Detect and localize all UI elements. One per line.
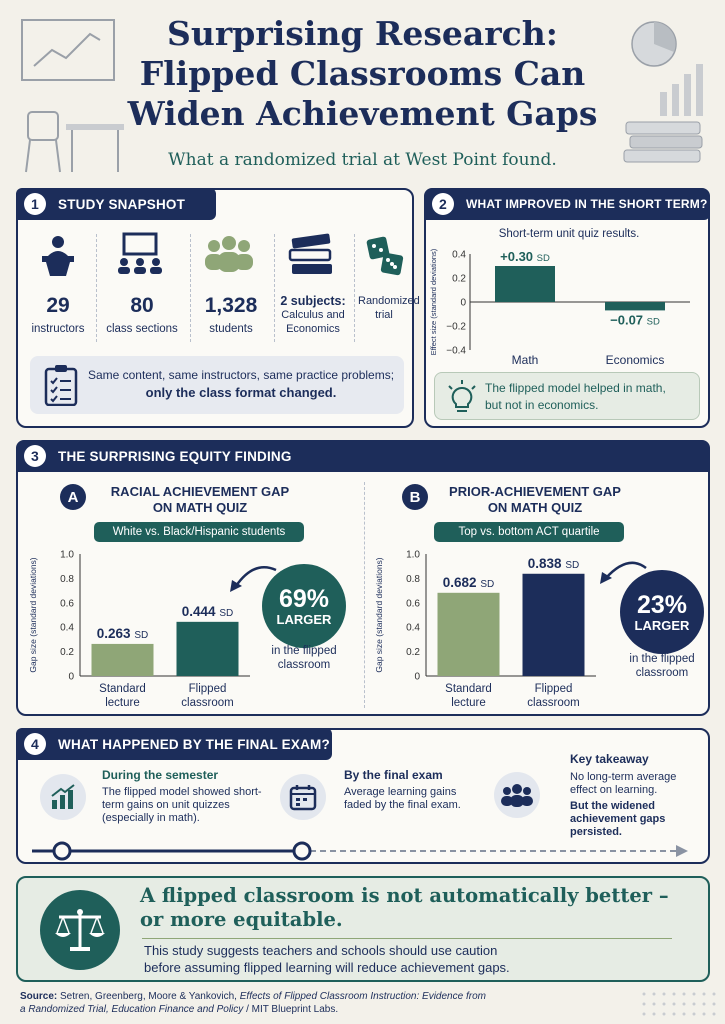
part-a-badge: A: [60, 484, 86, 510]
part-a-title: [90, 484, 310, 516]
text-line: before assuming flipped learning will reduce achievement gaps.: [144, 960, 510, 975]
divider: [96, 234, 97, 342]
dot-pattern: [640, 990, 720, 1020]
short-term-note: [434, 372, 700, 420]
bar-data-label: −0.07 SD: [610, 312, 660, 328]
books-icon: [288, 232, 334, 280]
students-label: students: [209, 323, 253, 335]
subjects-list: Calculus and Economics: [281, 309, 345, 335]
instructors-count: 29: [46, 294, 70, 317]
conclusion-text: [144, 942, 704, 976]
page-title: Surprising Research: Flipped Classrooms Can Widen Achievement Gaps: [127, 14, 598, 133]
section-title: WHAT HAPPENED BY THE FINAL EXAM?: [58, 736, 330, 752]
prior-gap-callout: [620, 570, 704, 654]
category-label: classroom: [527, 697, 580, 709]
snapshot-note: [30, 356, 404, 414]
note-line: Same content, same instructors, same practice problems;: [87, 368, 395, 382]
divider: [274, 234, 275, 342]
source-authors: Setren, Greenberg, Moore & Yankovich,: [60, 991, 237, 1002]
chart-caption: Short-term unit quiz results.: [498, 228, 640, 240]
key-takeaway-bold: But the widened achievement gaps persisted.: [570, 800, 666, 838]
divider: [190, 234, 191, 342]
timeline: [28, 840, 698, 862]
bar-data-label: 0.682 SD: [442, 574, 495, 590]
short-term-panel: [424, 188, 710, 428]
panel-header: [16, 188, 216, 220]
panel-header: [424, 188, 710, 220]
growth-chart-icon: [40, 774, 86, 820]
bar: [495, 266, 555, 302]
lightbulb-icon: [445, 379, 479, 415]
y-axis-label: Effect size (standard deviations): [429, 248, 438, 356]
scales-icon: [40, 890, 120, 970]
title-line: PRIOR-ACHIEVEMENT GAP: [449, 484, 621, 499]
source-publisher: / MIT Blueprint Labs.: [246, 1004, 339, 1015]
section-number: 1: [24, 193, 46, 215]
category-label: lecture: [451, 697, 486, 709]
short-term-chart: [426, 244, 712, 368]
equity-panel: [16, 440, 710, 716]
final-exam-title: By the final exam: [344, 768, 443, 782]
randomized-label: Randomized trial: [358, 295, 420, 321]
section-number: 4: [24, 733, 46, 755]
bar: [605, 302, 665, 310]
y-tick-label: 0.6: [406, 598, 420, 610]
section-title: WHAT IMPROVED IN THE SHORT TERM?: [466, 197, 708, 211]
y-tick-label: 0.6: [60, 598, 74, 610]
section-title: STUDY SNAPSHOT: [58, 196, 186, 212]
y-tick-label: 0: [68, 671, 74, 683]
short-term-note-text: [485, 380, 697, 414]
category-label: Flipped: [188, 683, 227, 695]
note-line: but not in economics.: [485, 398, 599, 412]
bar: [177, 622, 239, 676]
racial-gap-chart: [18, 546, 258, 714]
y-tick-label: 1.0: [406, 549, 420, 561]
page-subtitle: What a randomized trial at West Point found.: [168, 150, 557, 170]
y-tick-label: 0.8: [60, 573, 74, 585]
final-exam-text: Average learning gains faded by the final exam.: [344, 786, 461, 811]
note-line: The flipped model helped in math,: [485, 381, 666, 395]
part-b-title: [430, 484, 640, 516]
section-title: THE SURPRISING EQUITY FINDING: [58, 448, 292, 464]
text-line: This study suggests teachers and schools should use caution: [144, 943, 498, 958]
y-tick-label: 0.2: [60, 647, 74, 659]
divider: [354, 234, 355, 342]
callout-word: LARGER: [276, 611, 332, 627]
people-icon: [494, 772, 540, 818]
key-takeaway-text: No long-term average effect on learning.: [570, 771, 677, 796]
conclusion-headline: [140, 884, 700, 932]
prior-achievement-gap-chart: [364, 546, 604, 714]
y-tick-label: −0.4: [446, 345, 466, 357]
y-tick-label: 0.2: [406, 647, 420, 659]
y-tick-label: 0.2: [452, 273, 466, 285]
calendar-icon: [280, 774, 326, 820]
part-b-badge: B: [402, 484, 428, 510]
part-b-pill: Top vs. bottom ACT quartile: [434, 522, 624, 542]
note-line-bold: only the class format changed.: [145, 385, 337, 400]
headline-line: A flipped classroom is not automatically better –: [140, 884, 669, 907]
study-snapshot-panel: [16, 188, 420, 428]
section-number: 3: [24, 445, 46, 467]
y-tick-label: 0.4: [406, 622, 420, 634]
sections-count: 80: [130, 294, 154, 317]
callout-word: LARGER: [634, 617, 690, 633]
title-line: ON MATH QUIZ: [487, 500, 583, 515]
dice-icon: [364, 234, 406, 278]
students-count: 1,328: [204, 294, 258, 317]
subjects-label: [276, 294, 350, 336]
books-chart-sketch-icon: [620, 18, 716, 168]
category-label: Math: [511, 353, 539, 367]
category-label: classroom: [181, 697, 234, 709]
callout-percent: 23%: [636, 590, 688, 619]
key-takeaway-title: Key takeaway: [570, 752, 649, 766]
classroom-icon: [114, 232, 166, 278]
bar-data-label: 0.838 SD: [527, 555, 580, 571]
category-label: lecture: [105, 697, 140, 709]
y-axis-label: Gap size (standard deviations): [28, 557, 38, 673]
y-tick-label: 0: [414, 671, 420, 683]
callout-percent: 69%: [278, 584, 330, 613]
y-tick-label: 0: [460, 297, 466, 309]
students-group-icon: [202, 234, 256, 274]
instructors-label: instructors: [31, 323, 85, 335]
bar: [92, 644, 154, 676]
headline-line: or more equitable.: [140, 908, 343, 931]
category-label: Standard: [99, 683, 146, 695]
instructor-podium-icon: [38, 234, 78, 276]
title-line: ON MATH QUIZ: [152, 500, 248, 515]
y-tick-label: 0.4: [452, 249, 466, 261]
source-label: Source:: [20, 991, 58, 1002]
bar: [523, 574, 585, 676]
y-tick-label: 0.8: [406, 573, 420, 585]
section-number: 2: [432, 193, 454, 215]
source-title: Effects of Flipped Classroom Instruction: Evidence from a Randomized Trial, Education Finance and Policy: [20, 991, 486, 1015]
y-tick-label: 1.0: [60, 549, 74, 561]
panel-header: [16, 440, 710, 472]
y-tick-label: 0.4: [60, 622, 74, 634]
conclusion-box: [16, 876, 710, 982]
during-semester-text: The flipped model showed short-term gains on unit quizzes (especially in math).: [102, 786, 262, 824]
y-axis-label: Gap size (standard deviations): [374, 557, 384, 673]
source-citation: [20, 990, 490, 1016]
subjects-count: 2 subjects:: [280, 294, 346, 308]
bar: [438, 593, 500, 676]
conclusion-rule: [142, 938, 672, 939]
y-tick-label: −0.2: [446, 321, 466, 333]
bar-data-label: 0.263 SD: [96, 625, 149, 641]
bar-data-label: 0.444 SD: [181, 603, 234, 619]
final-exam-panel: [16, 728, 710, 864]
bar-data-label: +0.30 SD: [500, 249, 550, 264]
racial-gap-callout: [262, 564, 346, 648]
prior-gap-note: in the flipped classroom: [629, 653, 695, 679]
panel-header: [16, 728, 332, 760]
clipboard-checklist-icon: [44, 364, 78, 406]
snapshot-note-text: [82, 366, 400, 402]
part-a-pill: White vs. Black/Hispanic students: [94, 522, 304, 542]
category-label: Economics: [605, 353, 665, 367]
title-line: RACIAL ACHIEVEMENT GAP: [110, 484, 290, 499]
category-label: Flipped: [534, 683, 573, 695]
sections-label: class sections: [106, 323, 178, 335]
category-label: Standard: [445, 683, 492, 695]
during-semester-title: During the semester: [102, 768, 219, 782]
racial-gap-note: in the flipped classroom: [271, 645, 337, 671]
